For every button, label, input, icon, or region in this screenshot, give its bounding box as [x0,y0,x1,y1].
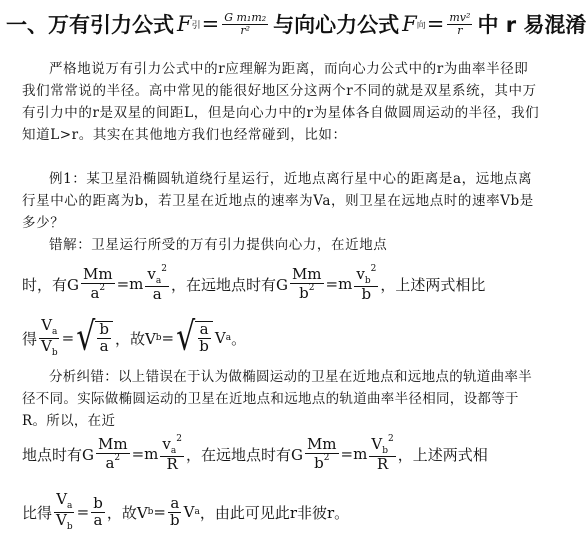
fraction-Mm-a2: $\frac{Mm}{a^2}$ [82,264,113,302]
wrong-solution-text: 错解：卫星运行所受的万有引力提供向心力，在近地点 [49,237,388,253]
gravity-formula: F 引 = $\frac{\text{G m₁m₂}}{\text{r²}}$ [177,10,267,37]
fraction-Vb2-R: $V_b^2$ R [371,433,394,474]
example-paragraph: 例1：某卫星沿椭圆轨道绕行星运行，近地点离行星中心的距离是a，远地点离行星中心的距离为b，若卫星在近地点的速率为Va，则卫星在远地点时的速率Vb是多少？ [22,171,534,231]
intro-paragraph: 严格地说万有引力公式中的r应理解为距离，而向心力公式中的r为曲率半径即我们常常说的半径。高中常见的能很好地区分这两个r不同的就是双星系统，其中万有引力中的r是双星的间距L，但是向心力中的r为星体各自做圆周运动的半径，我们知道L>r。其实在其他地方我们也经常碰到，比如： [22,61,540,143]
centripetal-formula: F 向 = $\frac{\text{mv²}}{r}$ [402,10,471,37]
fraction-Va-Vb: $\frac{V_a}{V_b}$ [41,316,58,358]
analysis-paragraph: 分析纠错：以上错误在于认为做椭圆运动的卫星在近地点和远地点的轨道曲率半径不同。实际做椭圆运动的卫星在近地点和远地点的轨道曲率半径相同，设都等于R。所以，在近 [22,369,532,429]
wrong-result-line: 得 $\frac{V_a}{V_b}$ = √ b a ，故V b = √ a b V a 。 [22,314,247,361]
section-title [6,4,586,44]
title-prefix: 一、万有引力公式 [6,13,174,37]
sqrt-b-over-a: √ b a [76,321,113,355]
gravity-fraction: $\frac{\text{G m₁m₂}}{\text{r²}}$ [224,10,267,37]
fraction-Mm-b2-correct: $\frac{Mm}{b^2}$ [306,434,337,472]
analysis-equation-line: 地点时有G $\frac{Mm}{a^2}$ =m $v_a^2$ R ，在远地点时有G $\frac{Mm}{b^2}$ =m $V_b^2$ R ，上述两式相 [22,433,488,474]
title-mid: 与向心力公式 [273,13,400,37]
fraction-Va-Vb-correct: $\frac{V_a}{V_b}$ [56,490,73,532]
wrong-equation-line: 时，有G $\frac{Mm}{a^2}$ =m $v_a^2$ a ，在远地点时有G $\frac{Mm}{b^2}$ =m $v_b^2$ b ，上述两式相比 [22,263,486,304]
fraction-vb2-b: $v_b^2$ b [356,263,377,304]
analysis-result-line: 比得 $\frac{V_a}{V_b}$ = $\frac{b}{a}$ ，故V b = $\frac{a}{b}$ V a ，由此可见此r非彼r。 [22,490,350,532]
fraction-va2-a: $v_a^2$ a [147,263,167,304]
fraction-b-a: $\frac{b}{a}$ [93,493,103,529]
fraction-Mm-b2: $\frac{Mm}{b^2}$ [291,264,322,302]
centripetal-fraction: $\frac{\text{mv²}}{r}$ [449,10,471,37]
sqrt-a-over-b: √ a b [176,321,213,355]
fraction-Mm-a2-correct: $\frac{Mm}{a^2}$ [97,434,128,472]
title-suffix: 中 r 易混淆 [477,13,586,37]
fraction-va2-R: $v_a^2$ R [162,433,182,474]
fraction-a-b: $\frac{a}{b}$ [170,493,180,529]
